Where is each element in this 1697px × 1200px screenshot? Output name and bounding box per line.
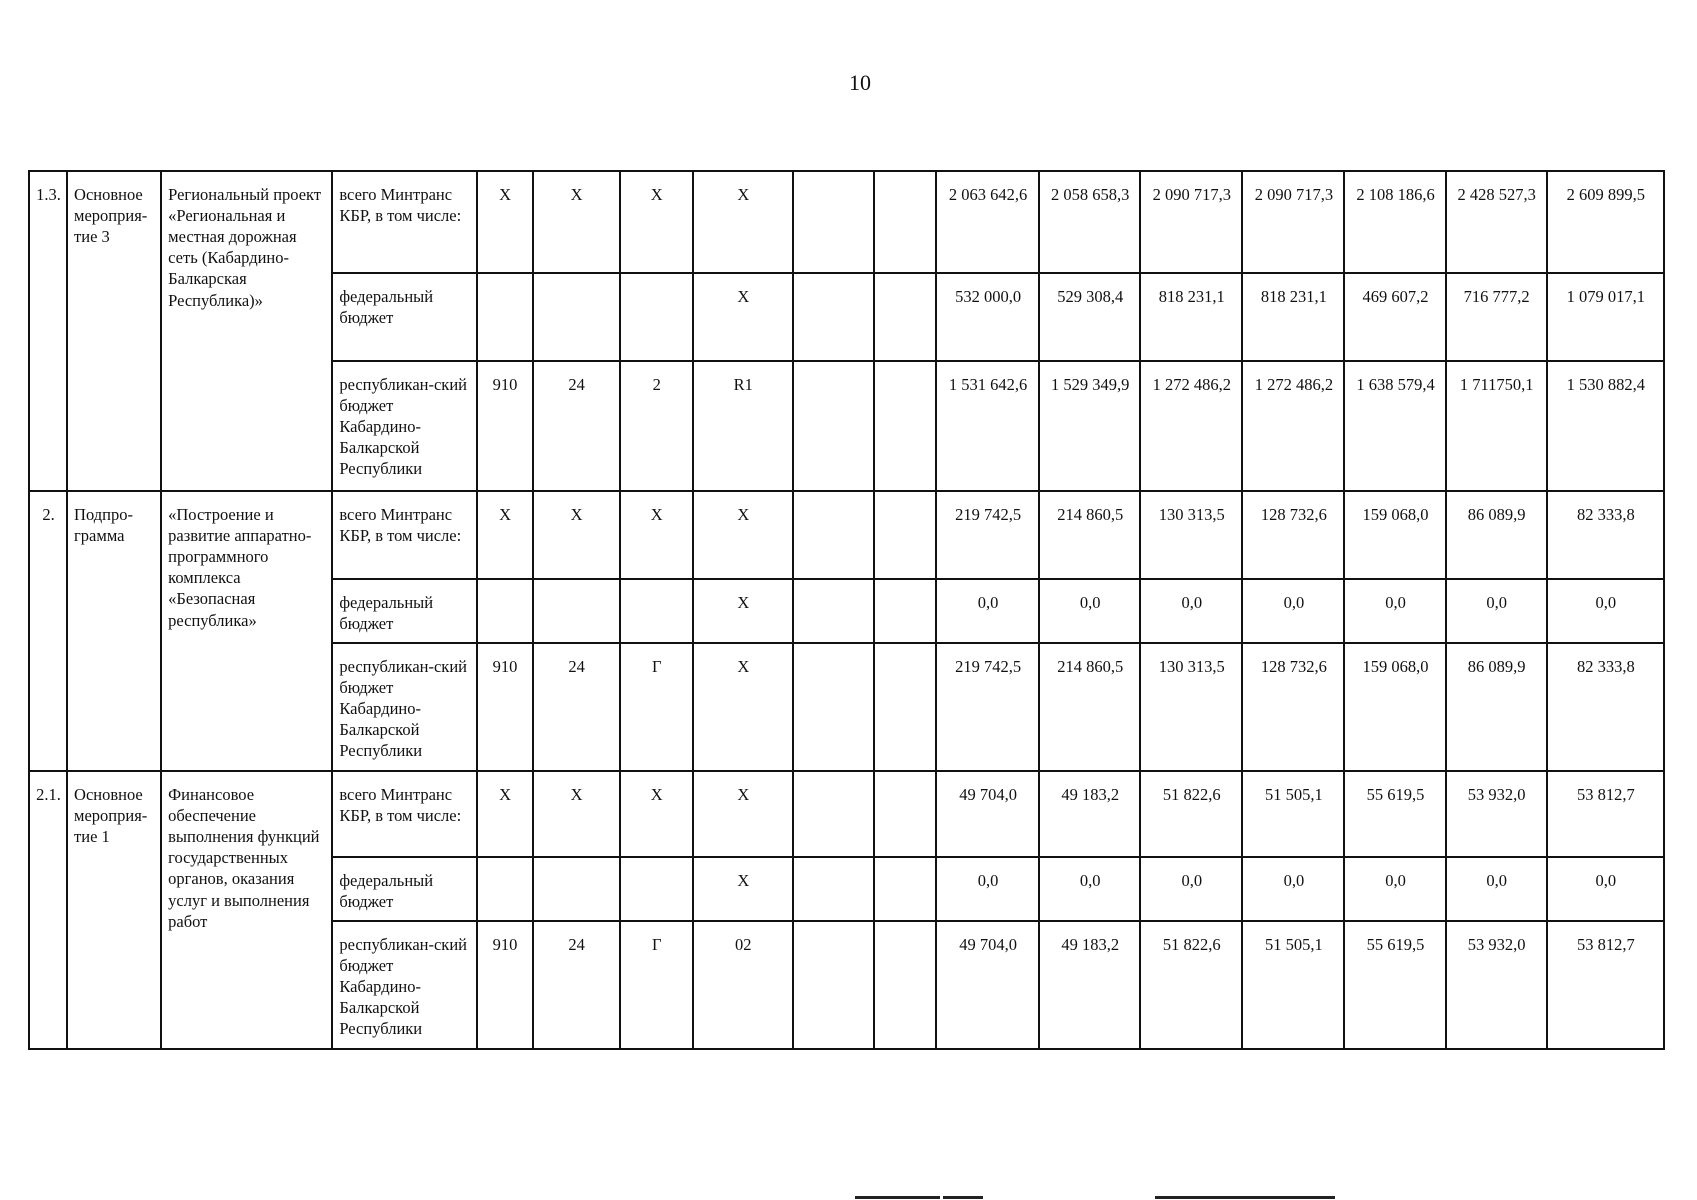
budget-code-cell	[874, 921, 936, 1049]
budget-code-cell	[793, 857, 874, 921]
budget-code-cell	[874, 771, 936, 857]
budget-code-cell	[620, 579, 693, 643]
budget-code-cell: Х	[693, 857, 793, 921]
funding-source: всего Минтранс КБР, в том числе:	[332, 171, 476, 273]
budget-code-cell: 910	[477, 361, 533, 491]
amount-cell: 0,0	[1039, 857, 1140, 921]
amount-cell: 130 313,5	[1140, 643, 1242, 771]
funding-source: республикан-ский бюджет Кабардино-Балкарской Республики	[332, 361, 476, 491]
budget-code-cell: Х	[477, 171, 533, 273]
amount-cell: 1 638 579,4	[1344, 361, 1445, 491]
amount-cell: 1 711750,1	[1446, 361, 1547, 491]
amount-cell: 532 000,0	[936, 273, 1039, 361]
amount-cell: 1 529 349,9	[1039, 361, 1140, 491]
budget-code-cell	[533, 857, 620, 921]
amount-cell: 469 607,2	[1344, 273, 1445, 361]
budget-code-cell	[874, 643, 936, 771]
amount-cell: 86 089,9	[1446, 643, 1547, 771]
row-name: «Построение и развитие аппаратно-программного комплекса «Безопасная республика»	[161, 491, 332, 771]
budget-code-cell	[477, 273, 533, 361]
page-number: 10	[849, 70, 871, 95]
budget-code-cell	[793, 273, 874, 361]
table-row	[29, 491, 1664, 579]
amount-cell: 159 068,0	[1344, 491, 1445, 579]
budget-code-cell	[793, 171, 874, 273]
row-status: Подпро-грамма	[67, 491, 161, 771]
budget-code-cell	[793, 579, 874, 643]
amount-cell: 55 619,5	[1344, 921, 1445, 1049]
amount-cell: 2 063 642,6	[936, 171, 1039, 273]
budget-code-cell: R1	[693, 361, 793, 491]
amount-cell: 128 732,6	[1242, 491, 1344, 579]
budget-code-cell: Х	[693, 273, 793, 361]
budget-code-cell: Х	[693, 491, 793, 579]
budget-code-cell	[874, 491, 936, 579]
amount-cell: 53 812,7	[1547, 771, 1664, 857]
funding-source: всего Минтранс КБР, в том числе:	[332, 771, 476, 857]
amount-cell: 716 777,2	[1446, 273, 1547, 361]
amount-cell: 82 333,8	[1547, 491, 1664, 579]
amount-cell: 2 058 658,3	[1039, 171, 1140, 273]
budget-code-cell	[874, 579, 936, 643]
amount-cell: 214 860,5	[1039, 643, 1140, 771]
amount-cell: 0,0	[1039, 579, 1140, 643]
budget-code-cell: 02	[693, 921, 793, 1049]
budget-code-cell: Х	[533, 491, 620, 579]
amount-cell: 0,0	[1446, 857, 1547, 921]
amount-cell: 0,0	[1242, 579, 1344, 643]
amount-cell: 2 609 899,5	[1547, 171, 1664, 273]
amount-cell: 55 619,5	[1344, 771, 1445, 857]
bottom-rule-mid	[943, 1196, 983, 1199]
funding-source: федеральный бюджет	[332, 857, 476, 921]
budget-code-cell: 24	[533, 361, 620, 491]
row-index: 2.1.	[29, 771, 67, 1049]
amount-cell: 82 333,8	[1547, 643, 1664, 771]
amount-cell: 1 079 017,1	[1547, 273, 1664, 361]
budget-code-cell: 24	[533, 921, 620, 1049]
amount-cell: 818 231,1	[1140, 273, 1242, 361]
amount-cell: 2 428 527,3	[1446, 171, 1547, 273]
amount-cell: 818 231,1	[1242, 273, 1344, 361]
budget-table	[28, 170, 1665, 1050]
budget-code-cell	[793, 491, 874, 579]
amount-cell: 128 732,6	[1242, 643, 1344, 771]
amount-cell: 53 812,7	[1547, 921, 1664, 1049]
budget-code-cell: Х	[477, 771, 533, 857]
amount-cell: 159 068,0	[1344, 643, 1445, 771]
amount-cell: 51 505,1	[1242, 921, 1344, 1049]
budget-code-cell	[793, 643, 874, 771]
amount-cell: 0,0	[936, 857, 1039, 921]
budget-code-cell	[793, 771, 874, 857]
budget-code-cell	[874, 171, 936, 273]
amount-cell: 51 822,6	[1140, 921, 1242, 1049]
amount-cell: 53 932,0	[1446, 921, 1547, 1049]
amount-cell: 0,0	[1140, 579, 1242, 643]
amount-cell: 49 183,2	[1039, 771, 1140, 857]
amount-cell: 53 932,0	[1446, 771, 1547, 857]
amount-cell: 130 313,5	[1140, 491, 1242, 579]
funding-source: республикан-ский бюджет Кабардино-Балкарской Республики	[332, 921, 476, 1049]
amount-cell: 86 089,9	[1446, 491, 1547, 579]
funding-source: республикан-ский бюджет Кабардино-Балкарской Республики	[332, 643, 476, 771]
budget-code-cell: Х	[533, 171, 620, 273]
row-index: 1.3.	[29, 171, 67, 491]
amount-cell: 0,0	[1547, 857, 1664, 921]
amount-cell: 2 090 717,3	[1140, 171, 1242, 273]
amount-cell: 51 822,6	[1140, 771, 1242, 857]
budget-code-cell: Х	[620, 171, 693, 273]
amount-cell: 2 108 186,6	[1344, 171, 1445, 273]
amount-cell: 49 704,0	[936, 771, 1039, 857]
amount-cell: 1 272 486,2	[1242, 361, 1344, 491]
budget-code-cell: 2	[620, 361, 693, 491]
budget-code-cell: Х	[620, 491, 693, 579]
amount-cell: 0,0	[1446, 579, 1547, 643]
amount-cell: 214 860,5	[1039, 491, 1140, 579]
amount-cell: 0,0	[936, 579, 1039, 643]
amount-cell: 0,0	[1242, 857, 1344, 921]
amount-cell: 0,0	[1140, 857, 1242, 921]
amount-cell: 1 531 642,6	[936, 361, 1039, 491]
amount-cell: 1 530 882,4	[1547, 361, 1664, 491]
budget-code-cell	[793, 921, 874, 1049]
budget-code-cell: 910	[477, 921, 533, 1049]
row-name: Финансовое обеспечение выполнения функций государственных органов, оказания услуг и выполнения работ	[161, 771, 332, 1049]
amount-cell: 0,0	[1547, 579, 1664, 643]
budget-code-cell: Х	[693, 171, 793, 273]
budget-code-cell	[620, 857, 693, 921]
budget-code-cell: 24	[533, 643, 620, 771]
amount-cell: 2 090 717,3	[1242, 171, 1344, 273]
budget-code-cell: 910	[477, 643, 533, 771]
budget-code-cell	[533, 579, 620, 643]
budget-code-cell: Х	[477, 491, 533, 579]
row-name: Региональный проект «Региональная и местная дорожная сеть (Кабардино-Балкарская Республика)»	[161, 171, 332, 491]
row-index: 2.	[29, 491, 67, 771]
amount-cell: 51 505,1	[1242, 771, 1344, 857]
budget-code-cell	[874, 857, 936, 921]
row-status: Основное мероприя-тие 1	[67, 771, 161, 1049]
budget-code-cell	[874, 273, 936, 361]
budget-code-cell	[874, 361, 936, 491]
bottom-rule-left	[855, 1196, 940, 1199]
amount-cell: 49 183,2	[1039, 921, 1140, 1049]
budget-code-cell: Х	[620, 771, 693, 857]
row-status: Основное мероприя-тие 3	[67, 171, 161, 491]
budget-code-cell: Г	[620, 921, 693, 1049]
budget-code-cell: Х	[693, 771, 793, 857]
amount-cell: 219 742,5	[936, 491, 1039, 579]
funding-source: всего Минтранс КБР, в том числе:	[332, 491, 476, 579]
budget-code-cell	[533, 273, 620, 361]
budget-code-cell	[793, 361, 874, 491]
funding-source: федеральный бюджет	[332, 579, 476, 643]
amount-cell: 0,0	[1344, 857, 1445, 921]
funding-source: федеральный бюджет	[332, 273, 476, 361]
table-row	[29, 171, 1664, 273]
table-row	[29, 771, 1664, 857]
amount-cell: 49 704,0	[936, 921, 1039, 1049]
amount-cell: 0,0	[1344, 579, 1445, 643]
budget-code-cell	[477, 579, 533, 643]
budget-code-cell: Х	[533, 771, 620, 857]
budget-code-cell: Х	[693, 643, 793, 771]
amount-cell: 219 742,5	[936, 643, 1039, 771]
budget-code-cell	[477, 857, 533, 921]
budget-code-cell: Г	[620, 643, 693, 771]
budget-code-cell	[620, 273, 693, 361]
budget-code-cell: Х	[693, 579, 793, 643]
amount-cell: 529 308,4	[1039, 273, 1140, 361]
bottom-rule-right	[1155, 1196, 1335, 1199]
amount-cell: 1 272 486,2	[1140, 361, 1242, 491]
